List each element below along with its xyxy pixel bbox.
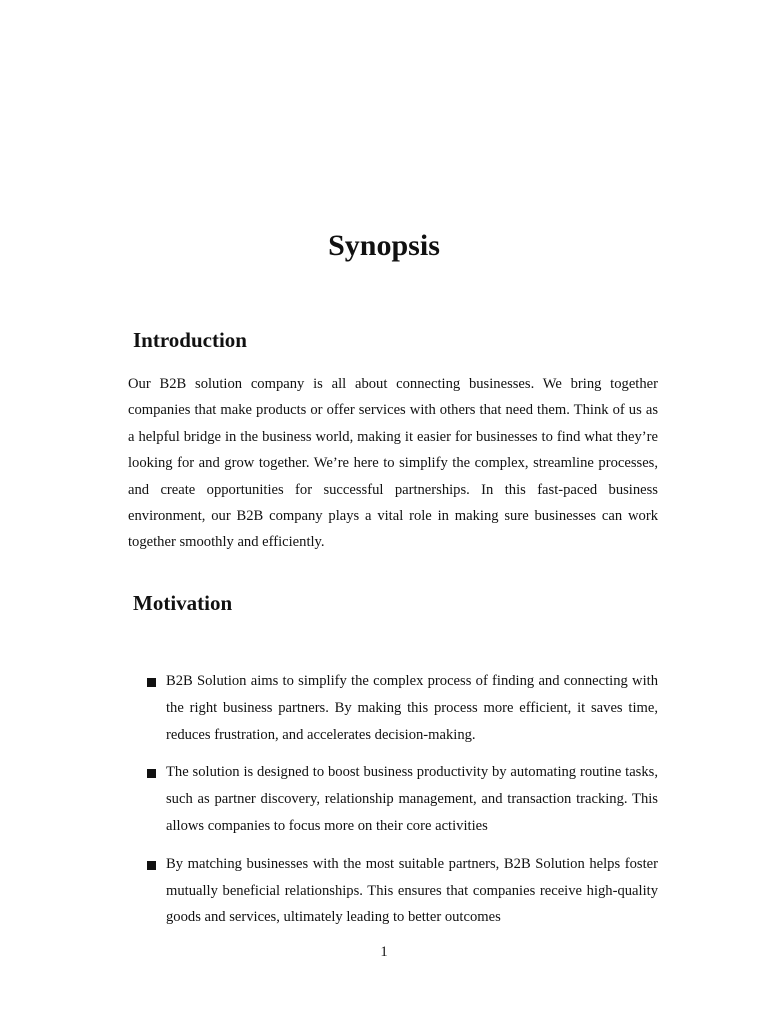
square-bullet-icon (147, 861, 156, 870)
bullet-text: By matching businesses with the most suitable partners, B2B Solution helps foster mutually beneficial relationships. This ensures that companies receive high-quality goods and services, ultimately leading to better outcomes (166, 855, 658, 926)
square-bullet-icon (147, 769, 156, 778)
list-item (128, 759, 658, 839)
bullet-text: B2B Solution aims to simplify the complex process of finding and connecting with the right business partners. By making this process more efficient, it saves time, reduces frustration, and accelerates decision-making. (166, 673, 658, 743)
page-number: 1 (380, 944, 388, 960)
motivation-heading: Motivation (133, 591, 233, 615)
motivation-bullet-list (128, 668, 658, 942)
list-item (128, 668, 658, 748)
square-bullet-icon (147, 678, 156, 687)
introduction-paragraph: Our B2B solution company is all about connecting businesses. We bring together companies that make products or offer services with others that need them. Think of us as a helpful bridge in the business world, making it easier for businesses to find what they’re looking for and grow together. We’re here to simplify the complex, streamline processes, and create opportunities for successful partnerships. In this fast-paced business environment, our B2B company plays a vital role in making sure businesses can work together smoothly and efficiently. (128, 376, 658, 551)
list-item (128, 851, 658, 931)
bullet-text: The solution is designed to boost business productivity by automating routine tasks, such as partner discovery, relationship management, and transaction tracking. This allows companies to focus more on their core activities (166, 764, 658, 834)
introduction-heading: Introduction (133, 328, 247, 352)
document-title: Synopsis (328, 229, 440, 262)
